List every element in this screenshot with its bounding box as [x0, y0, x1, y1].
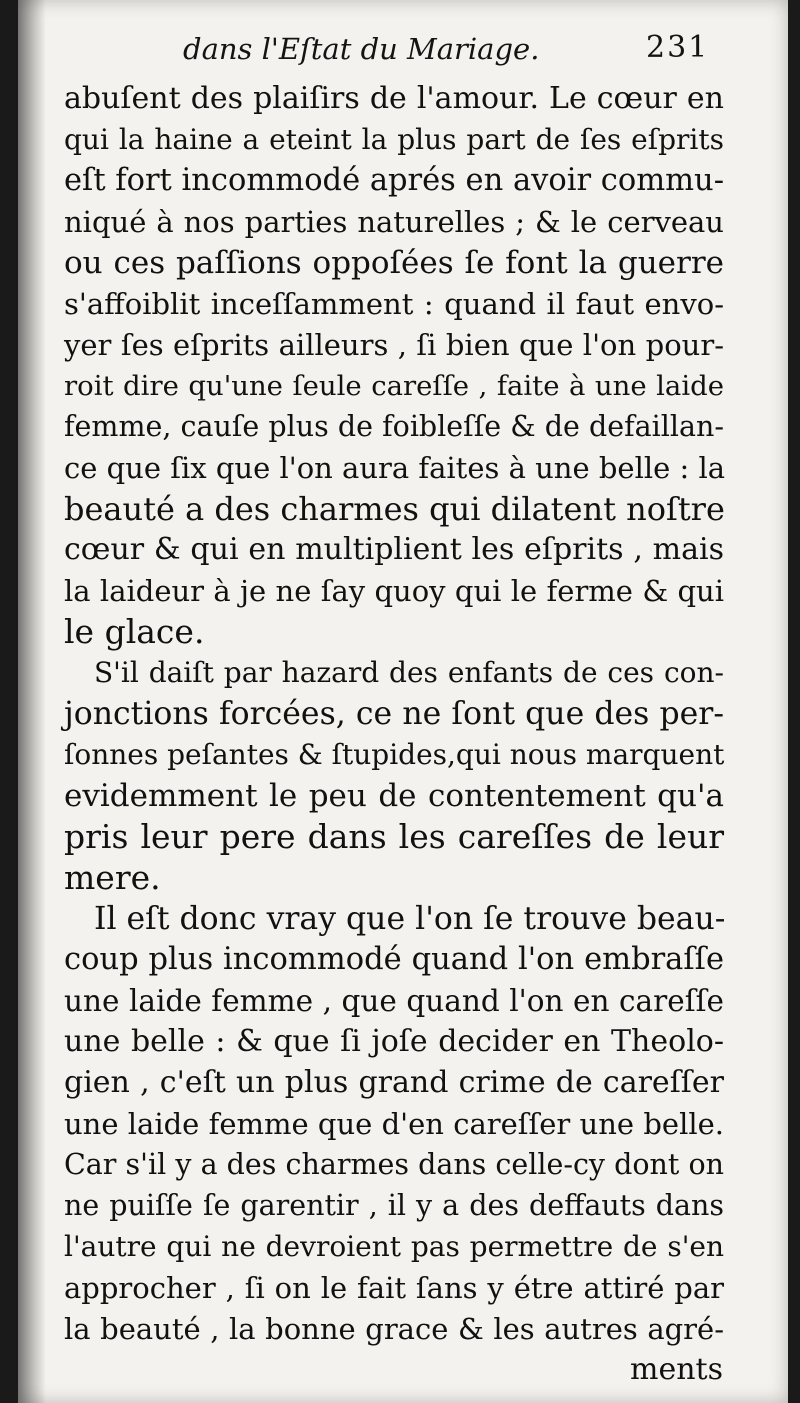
text-line: jonctions forcées, ce ne ſont que des per-	[64, 696, 724, 732]
text-line: beauté a des charmes qui dilatent noſtre	[64, 490, 725, 528]
book-page	[18, 0, 788, 1403]
text-line: evidemment le peu de contentement qu'a	[64, 778, 724, 814]
text-line: qui la haine a eteint la plus part de ſes eſprits	[64, 123, 724, 156]
text-line: femme, cauſe plus de foibleſſe & de defaillan-	[64, 410, 724, 443]
catchword: ments	[630, 1352, 723, 1387]
text-line: pris leur pere dans les careſſes de leur	[64, 817, 724, 856]
text-line: mere.	[64, 858, 161, 897]
text-line: une laide femme que d'en careſſer une belle.	[64, 1107, 724, 1141]
text-line: une belle : & que ſi joſe decider en Theolo-	[64, 1024, 724, 1059]
text-line: Il eſt donc vray que l'on ſe trouve beau-	[94, 901, 726, 937]
text-line: ſonnes peſantes & ſtupides,qui nous marquent	[64, 738, 725, 771]
page-number: 231	[646, 30, 710, 65]
text-line: gien , c'eſt un plus grand crime de careſſer	[64, 1065, 724, 1100]
running-head: dans l'Eſtat du Mariage.	[183, 32, 540, 66]
text-line: l'autre qui ne devroient pas permettre de s'en	[64, 1230, 724, 1263]
text-line: Car s'il y a des charmes dans celle-cy dont on	[64, 1148, 724, 1181]
text-line: roit dire qu'une ſeule careſſe , faite à une laide	[64, 370, 724, 402]
spine-shadow	[18, 0, 46, 1403]
text-line: abuſent des plaiſirs de l'amour. Le cœur en	[64, 81, 724, 116]
text-line: coup plus incommodé quand l'on embraſſe	[64, 942, 724, 977]
text-line: ce que ſix que l'on aura faites à une belle : la	[64, 451, 726, 485]
text-line: la beauté , la bonne grace & les autres agré-	[64, 1312, 724, 1346]
text-line: eſt fort incommodé aprés en avoir commu-	[64, 163, 724, 198]
text-line: yer ſes eſprits ailleurs , ſi bien que l'on pour-	[64, 328, 724, 362]
text-line: ne puiſſe ſe garentir , il y a des deffauts dans	[64, 1189, 724, 1222]
text-line: la laideur à je ne ſay quoy qui le ferme & qui	[64, 574, 724, 608]
text-line: S'il daiſt par hazard des enfants de ces con-	[94, 656, 724, 689]
text-line: une laide femme , que quand l'on en careſſe	[64, 984, 724, 1018]
text-line: s'affoiblit inceſſamment : quand il faut envo-	[64, 287, 724, 321]
text-line: ou ces paſſions oppoſées ſe font la guerre	[64, 245, 724, 281]
text-line: le glace.	[64, 612, 205, 651]
text-line: cœur & qui en multiplient les eſprits , mais	[64, 532, 724, 567]
text-line: niqué à nos parties naturelles ; & le cerveau	[64, 205, 724, 239]
text-line: approcher , ſi on le fait ſans y étre attiré par	[64, 1271, 724, 1305]
